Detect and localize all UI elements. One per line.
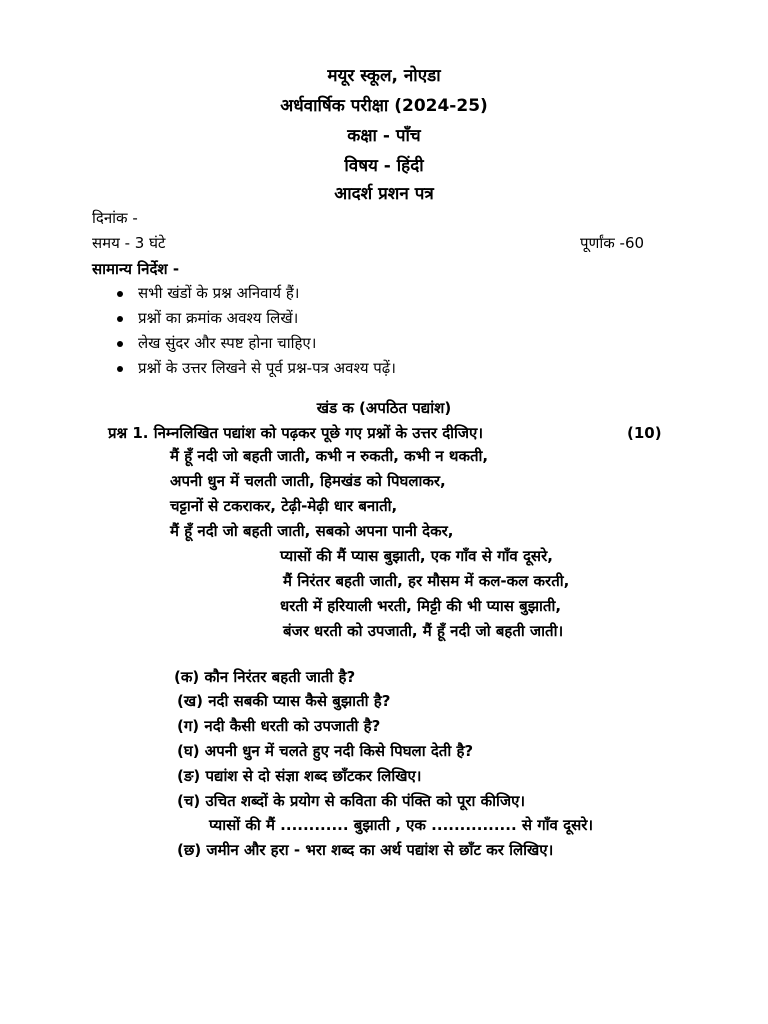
- subject-label: विषय - हिंदी: [344, 156, 424, 176]
- poem-line: अपनी धुन में चलती जाती, हिमखंड को पिघलाकर,: [170, 472, 446, 490]
- fill-in-line: प्यासों की मैं ............ बुझाती , एक ............... से गाँव दूसरे।: [209, 816, 594, 834]
- subquestion: (च) उचित शब्दों के प्रयोग से कविता की पंक्ति को पूरा कीजिए।: [177, 792, 526, 810]
- question-1-marks: (10): [627, 424, 662, 442]
- instruction-item: लेख सुंदर और स्पष्ट होना चाहिए।: [138, 334, 317, 352]
- poem-line: प्यासों की मैं प्यास बुझाती, एक गाँव से गाँव दूसरे,: [280, 547, 553, 565]
- subquestion: (क) कौन निरंतर बहती जाती है?: [174, 668, 356, 686]
- paper-type: आदर्श प्रशन पत्र: [334, 184, 434, 204]
- subquestion: (ख) नदी सबकी प्यास कैसे बुझाती है?: [177, 692, 391, 710]
- subquestion: (ङ) पद्यांश से दो संज्ञा शब्द छाँटकर लिखिए।: [177, 767, 422, 785]
- poem-line: बंजर धरती को उपजाती, मैं हूँ नदी जो बहती जाती।: [283, 622, 564, 640]
- school-name: मयूर स्कूल, नोएडा: [327, 66, 441, 86]
- subquestion: (ग) नदी कैसी धरती को उपजाती है?: [177, 717, 381, 735]
- instruction-item: प्रश्नों के उत्तर लिखने से पूर्व प्रश्न-पत्र अवश्य पढ़ें।: [138, 359, 396, 377]
- poem-line: मैं हूँ नदी जो बहती जाती, सबको अपना पानी देकर,: [170, 522, 454, 540]
- poem-line: मैं निरंतर बहती जाती, हर मौसम में कल-कल करती,: [283, 572, 570, 590]
- poem-line: मैं हूँ नदी जो बहती जाती, कभी न रुकती, कभी न थकती,: [170, 447, 489, 465]
- subquestion: (छ) जमीन और हरा - भरा शब्द का अर्थ पद्यांश से छाँट कर लिखिए।: [177, 841, 554, 859]
- max-marks-field: पूर्णांक -60: [580, 234, 645, 252]
- question-1: प्रश्न 1. निम्नलिखित पद्यांश को पढ़कर पूछे गए प्रश्नों के उत्तर दीजिए।: [108, 424, 484, 442]
- instructions-heading: सामान्य निर्देश -: [92, 260, 180, 278]
- poem-line: चट्टानों से टकराकर, टेढ़ी-मेढ़ी धार बनाती,: [170, 497, 398, 515]
- bullet-icon: [117, 316, 123, 322]
- time-field: समय - 3 घंटे: [92, 234, 166, 252]
- bullet-icon: [117, 291, 123, 297]
- exam-title: अर्धवार्षिक परीक्षा (2024-25): [280, 96, 488, 116]
- section-title: खंड क (अपठित पद्यांश): [316, 399, 452, 417]
- instruction-item: प्रश्नों का क्रमांक अवश्य लिखें।: [138, 309, 299, 327]
- bullet-icon: [117, 366, 123, 372]
- subquestion: (घ) अपनी धुन में चलते हुए नदी किसे पिघला देती है?: [177, 742, 474, 760]
- instruction-item: सभी खंडों के प्रश्न अनिवार्य हैं।: [138, 284, 300, 302]
- bullet-icon: [117, 341, 123, 347]
- class-label: कक्षा - पाँच: [347, 126, 421, 146]
- date-field: दिनांक -: [92, 209, 138, 227]
- poem-line: धरती में हरियाली भरती, मिट्टी की भी प्यास बुझाती,: [280, 597, 562, 615]
